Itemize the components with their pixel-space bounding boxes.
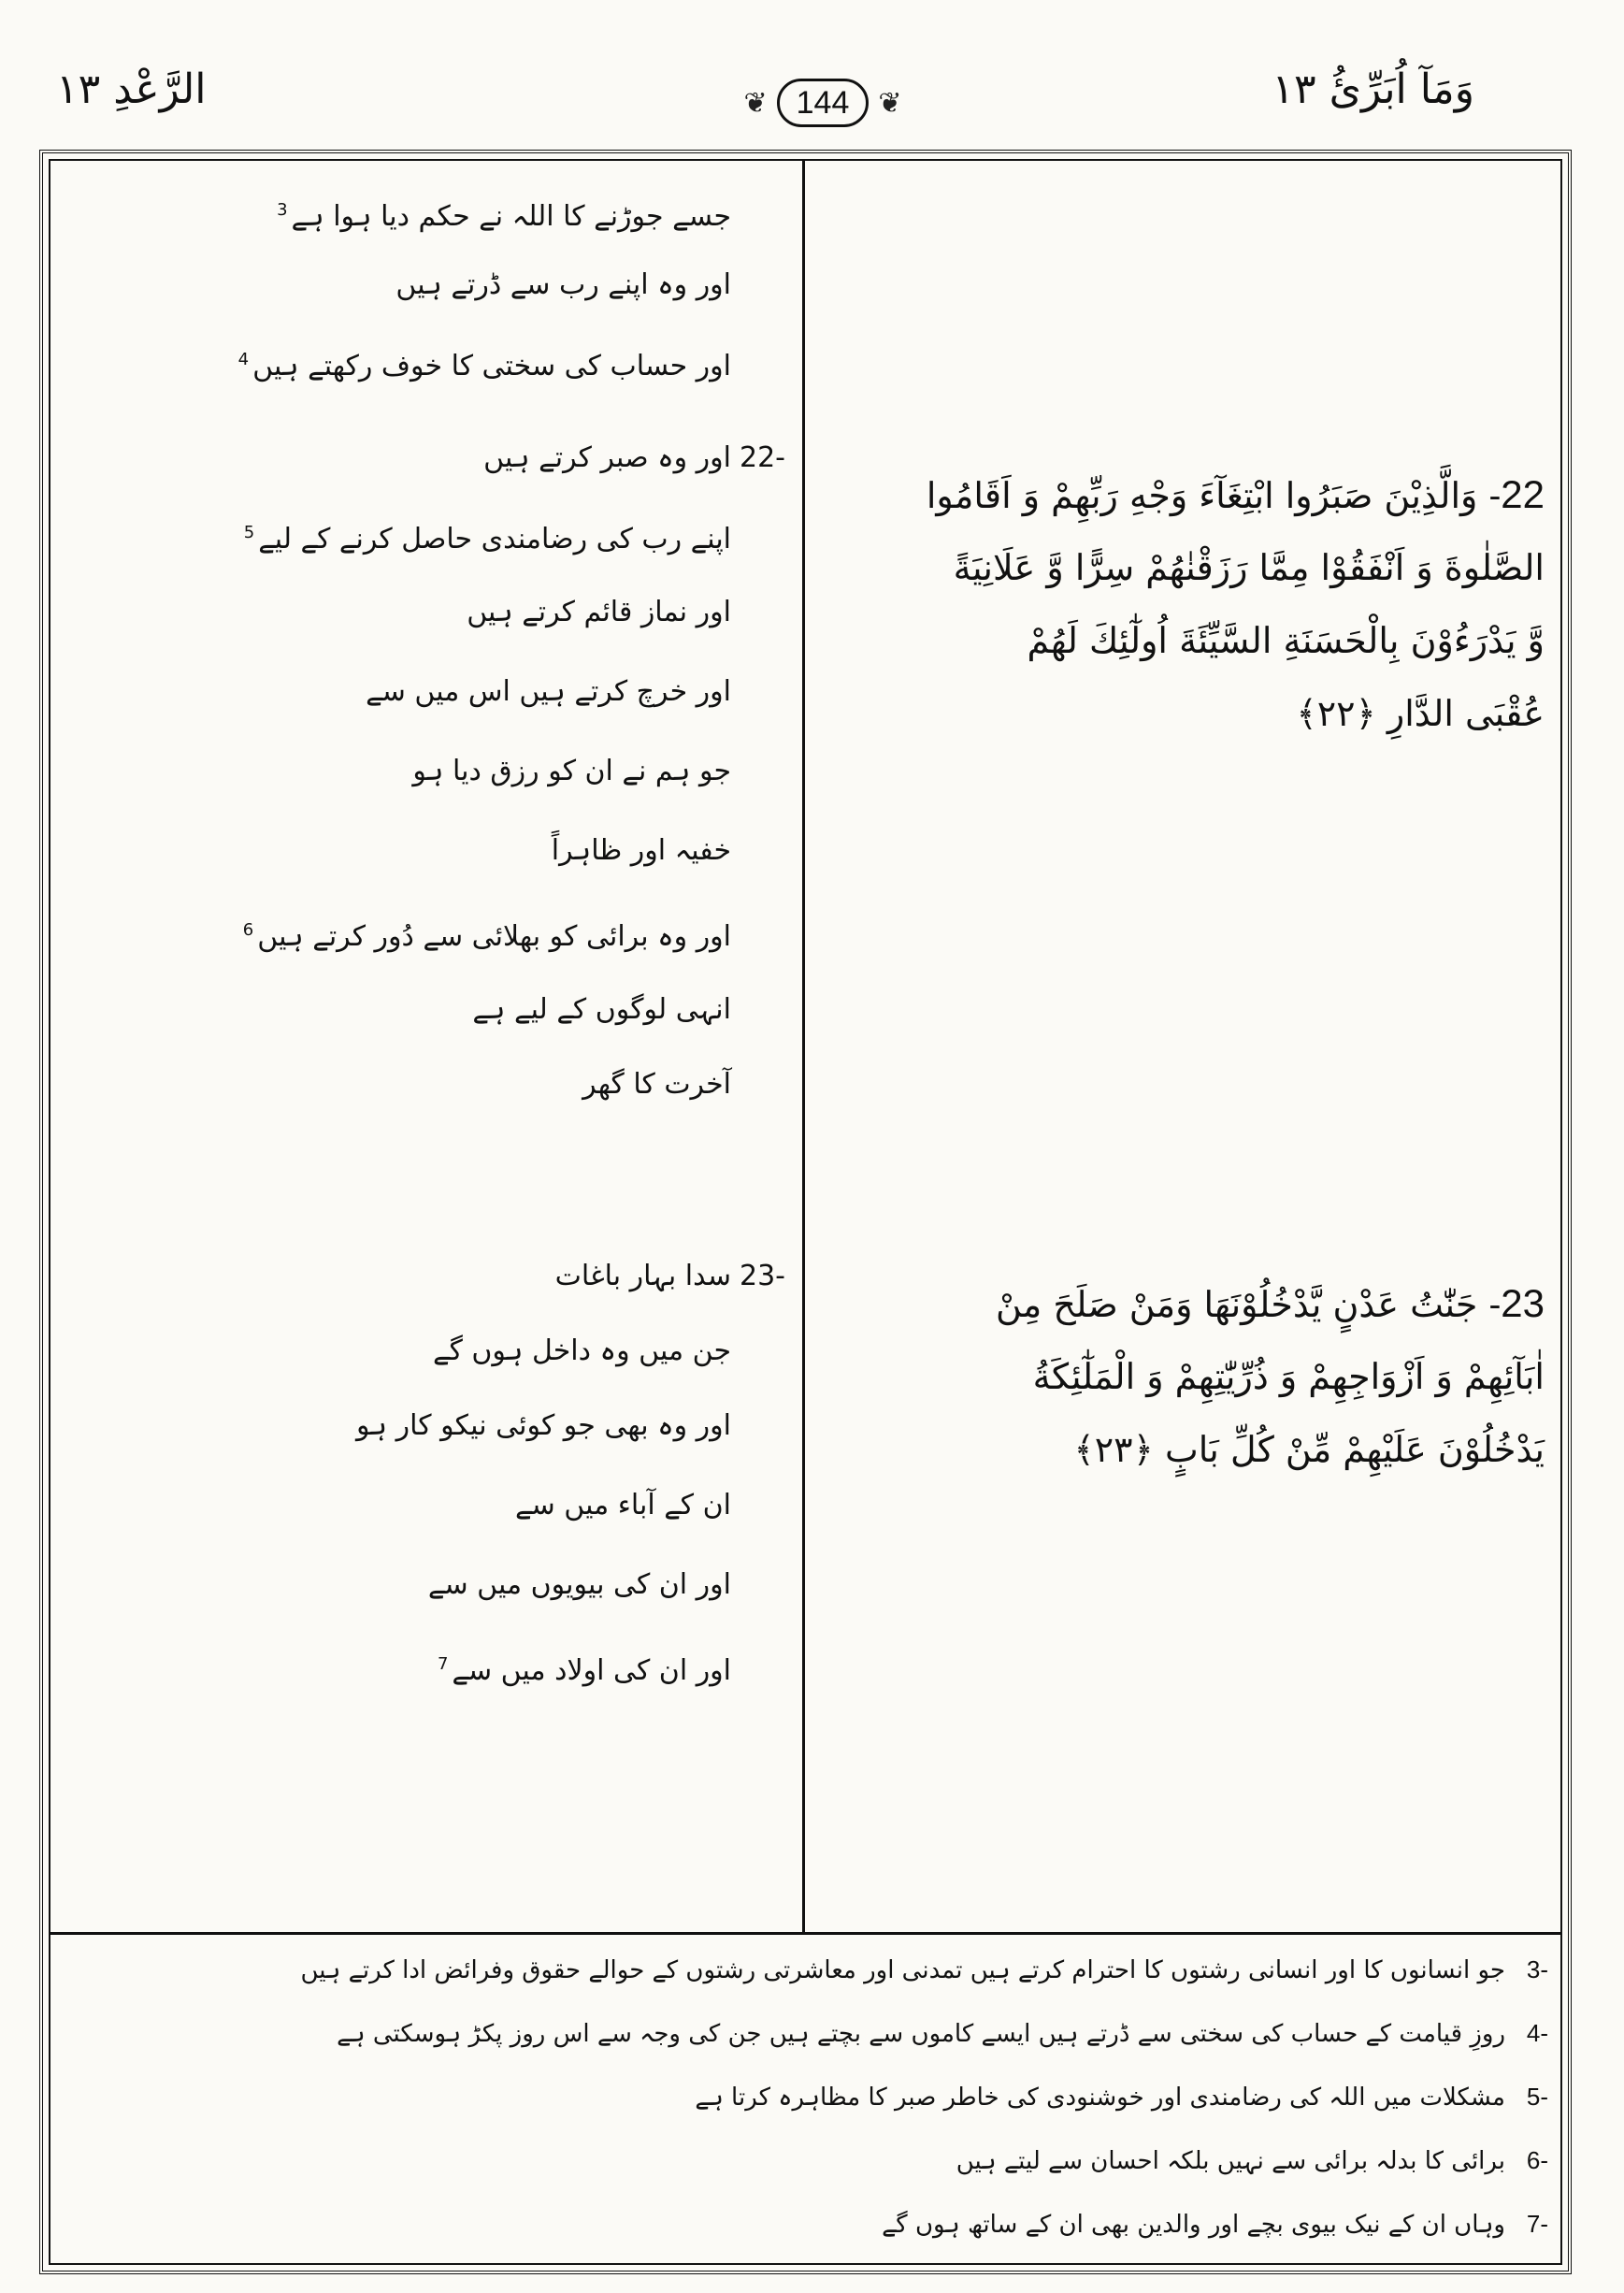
arabic-line: وَّ يَدْرَءُوْنَ بِالْحَسَنَةِ السَّيِّئَةَ اُولٰٓئِكَ لَهُمْ	[1027, 620, 1545, 661]
arabic-verse-23	[815, 1267, 1545, 1486]
footnote-marker: 3	[277, 200, 288, 220]
translation-line	[224, 584, 785, 641]
translation-line	[224, 182, 785, 238]
translation-line	[224, 982, 785, 1038]
translation-line	[224, 1057, 785, 1113]
arabic-line: 22- وَالَّذِيْنَ صَبَرُوا ابْتِغَآءَ وَجْهِ رَبِّهِمْ وَ اَقَامُوا	[926, 472, 1545, 516]
arabic-line: عُقْبَى الدَّارِ ﴿۲۲﴾	[1296, 693, 1545, 734]
verse-number: 22	[1501, 472, 1545, 516]
translation-text: اور حساب کی سختی کا خوف رکھتے ہیں	[252, 350, 731, 382]
ornament-right-icon: ❦	[878, 86, 902, 120]
translation-line	[224, 743, 785, 800]
translation-line	[224, 1478, 785, 1534]
footnote-marker: 6	[242, 920, 254, 940]
translation-text: اور ان کی بیویوں میں سے	[427, 1568, 731, 1601]
footnote-marker: 5	[243, 523, 255, 542]
translation-text: آخرت کا گھر	[582, 1068, 731, 1101]
translation-line	[224, 902, 785, 959]
translation-text: اور وہ بھی جو کوئی نیکو کار ہو	[356, 1409, 731, 1442]
translation-line	[224, 257, 785, 313]
footnote-marker: 7	[437, 1654, 449, 1674]
surah-title: الرَّعْدِ ۱۳	[56, 65, 207, 113]
translation-text: اور وہ اپنے رب سے ڈرتے ہیں	[395, 268, 731, 301]
translation-text: اور ان کی اولاد میں سے	[452, 1654, 731, 1687]
translation-line	[224, 664, 785, 720]
arabic-column	[806, 159, 1554, 1932]
translation-line	[224, 1557, 785, 1613]
translation-line	[224, 1323, 785, 1379]
footnote-text: مشکلات میں اللہ کی رضامندی اور خوشنودی کی خاطر صبر کا مظاہرہ کرتا ہے	[695, 2084, 1505, 2112]
footnote-number: -4	[1526, 2019, 1548, 2047]
translation-line	[224, 430, 785, 486]
footnote-divider	[49, 1932, 1562, 1935]
footnote-item	[56, 2065, 1552, 2128]
arabic-line: الصَّلٰوةَ وَ اَنْفَقُوْا مِمَّا رَزَقْنٰهُمْ سِرًّا وَّ عَلَانِيَةً	[953, 547, 1545, 588]
translation-text: ان کے آباء میں سے	[515, 1489, 731, 1521]
footnote-item	[56, 2128, 1552, 2192]
translation-text: خفیہ اور ظاہراً	[551, 834, 731, 867]
footnote-number: -6	[1526, 2146, 1548, 2174]
arabic-line: اٰبَآئِهِمْ وَ اَزْوَاجِهِمْ وَ ذُرِّيّٰتِهِمْ وَ الْمَلٰٓئِكَةُ	[1032, 1356, 1545, 1397]
translation-line	[224, 1248, 785, 1305]
translation-text: انہی لوگوں کے لیے ہے	[472, 993, 731, 1026]
page-number-ornament	[711, 77, 935, 129]
translation-text: اپنے رب کی رضامندی حاصل کرنے کے لیے	[258, 523, 731, 555]
translation-text: اور خرچ کرتے ہیں اس میں سے	[366, 675, 731, 708]
footnote-text: وہاں ان کے نیک بیوی بچے اور والدین بھی ان کے ساتھ ہوں گے	[882, 2211, 1505, 2239]
juz-title: وَمَآ اُبَرِّئُ ۱۳	[1272, 65, 1474, 113]
arabic-verse-22	[815, 458, 1545, 750]
footnote-marker: 4	[237, 350, 250, 369]
arabic-line: يَدْخُلُوْنَ عَلَيْهِمْ مِّنْ كُلِّ بَابٍ ﴿۲۳﴾	[1073, 1429, 1545, 1470]
translation-text: جسے جوڑنے کا اللہ نے حکم دیا ہوا ہے	[291, 200, 731, 233]
translation-text: جو ہم نے ان کو رزق دیا ہو	[412, 755, 731, 787]
ornament-left-icon: ❦	[743, 86, 768, 120]
footnote-text: جو انسانوں کا اور انسانی رشتوں کا احترام کرتے ہیں تمدنی اور معاشرتی رشتوں کے حوالے حقوق وفرائض ادا کرتے ہیں	[300, 1956, 1505, 1984]
footnote-number: -7	[1526, 2210, 1548, 2238]
footnote-text: برائی کا بدلہ برائی سے نہیں بلکہ احسان سے لیتے ہیں	[956, 2147, 1505, 2175]
translation-text: جن میں وہ داخل ہوں گے	[432, 1334, 731, 1367]
translation-line	[224, 332, 785, 388]
footnote-item	[56, 2192, 1552, 2256]
translation-verse-number: -22	[739, 441, 785, 474]
footnote-item	[56, 1938, 1552, 2001]
translation-text: اور نماز قائم کرتے ہیں	[467, 596, 731, 628]
verse-number: 23	[1501, 1281, 1545, 1325]
footnotes	[56, 1938, 1552, 2265]
translation-line	[224, 1398, 785, 1454]
translation-text: اور وہ برائی کو بھلائی سے دُور کرتے ہیں	[257, 920, 731, 953]
footnote-number: -5	[1526, 2083, 1548, 2111]
footnote-item	[56, 2001, 1552, 2065]
translation-verse-number: -23	[739, 1260, 785, 1292]
translation-line	[224, 505, 785, 561]
column-divider	[802, 159, 805, 1933]
translation-line	[224, 823, 785, 879]
translation-text: اور وہ صبر کرتے ہیں	[483, 441, 731, 474]
arabic-line: 23- جَنّٰتُ عَدْنٍ يَّدْخُلُوْنَهَا وَمَنْ صَلَحَ مِنْ	[995, 1281, 1545, 1325]
urdu-translation-column	[215, 159, 785, 1932]
translation-line	[224, 1637, 785, 1693]
footnote-text: روزِ قیامت کے حساب کی سختی سے ڈرتے ہیں ایسے کاموں سے بچتے ہیں جن کی وجہ سے اس روز پکڑ ہوسکتی ہے	[337, 2020, 1505, 2048]
page-number: 144	[777, 79, 869, 127]
translation-text: سدا بہار باغات	[554, 1260, 731, 1292]
footnote-number: -3	[1526, 1955, 1548, 1983]
